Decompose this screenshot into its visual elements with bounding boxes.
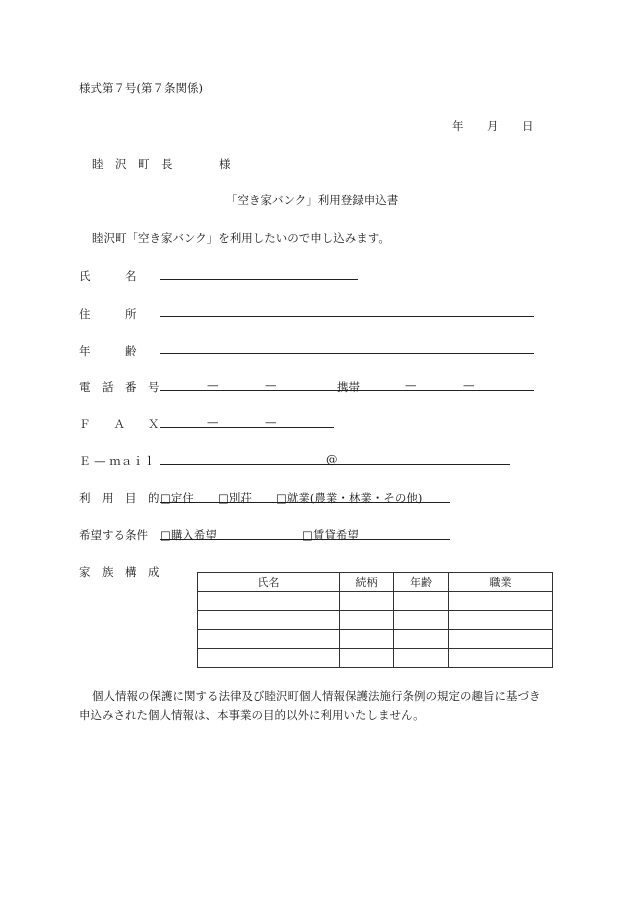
address-label: 住 所 (79, 307, 137, 321)
mobile-dash-1: — (405, 378, 417, 392)
family-cell[interactable] (449, 630, 553, 649)
family-label: 家 族 構 成 (79, 565, 160, 579)
condition-option-rent[interactable]: □賃貸希望 (302, 528, 359, 542)
intro-text: 睦沢町「空き家バンク」を利用したいので申し込みます。 (92, 231, 390, 245)
date-year: 年 (452, 119, 464, 133)
purpose-option-work[interactable]: □就業(農業・林業・その他) (276, 491, 423, 505)
family-cell[interactable] (340, 630, 394, 649)
family-cell[interactable] (394, 630, 449, 649)
age-label: 年 齢 (79, 344, 137, 358)
address-field[interactable] (160, 316, 534, 317)
name-label: 氏 名 (79, 269, 137, 283)
family-cell[interactable] (198, 630, 340, 649)
family-cell[interactable] (394, 611, 449, 630)
date-month: 月 (487, 119, 499, 133)
fax-label: Ｆ Ａ Ｘ (79, 417, 160, 431)
family-header-relation: 続柄 (340, 573, 394, 592)
email-at-sign: @ (326, 452, 338, 466)
phone-label: 電 話 番 号 (79, 380, 160, 394)
age-field[interactable] (160, 353, 534, 354)
family-cell[interactable] (340, 592, 394, 611)
fax-dash-1: — (207, 415, 219, 429)
mobile-dash-2: — (463, 378, 475, 392)
addressee-honorific: 様 (219, 157, 231, 171)
table-row (198, 592, 553, 611)
date-day: 日 (522, 119, 534, 133)
family-cell[interactable] (449, 592, 553, 611)
privacy-notice-line-1: 個人情報の保護に関する法律及び睦沢町個人情報保護法施行条例の規定の趣旨に基づき (92, 689, 541, 703)
family-cell[interactable] (449, 649, 553, 668)
mobile-label: 携帯 (337, 380, 360, 394)
condition-option-purchase[interactable]: □購入希望 (160, 528, 217, 542)
name-field[interactable] (160, 279, 358, 280)
family-cell[interactable] (198, 592, 340, 611)
family-cell[interactable] (198, 611, 340, 630)
document-title: 「空き家バンク」利用登録申込書 (226, 193, 399, 207)
purpose-option-residence[interactable]: □定住 (160, 491, 194, 505)
fax-field[interactable] (160, 427, 334, 428)
family-cell[interactable] (449, 611, 553, 630)
addressee-town: 睦 沢 町 長 (92, 157, 173, 171)
family-header-age: 年齢 (394, 573, 449, 592)
purpose-option-villa[interactable]: □別荘 (218, 491, 252, 505)
email-label: Ｅ — ｍａｉｌ (79, 454, 156, 468)
family-cell[interactable] (340, 611, 394, 630)
form-number: 様式第７号(第７条関係) (79, 81, 203, 95)
condition-label: 希望する条件 (79, 528, 148, 542)
family-cell[interactable] (394, 592, 449, 611)
family-cell[interactable] (198, 649, 340, 668)
family-header-occupation: 職業 (449, 573, 553, 592)
family-table (197, 572, 553, 668)
table-row (198, 630, 553, 649)
table-row (198, 649, 553, 668)
fax-dash-2: — (265, 415, 277, 429)
purpose-label: 利 用 目 的 (79, 491, 160, 505)
family-cell[interactable] (340, 649, 394, 668)
phone-dash-1: — (207, 378, 219, 392)
privacy-notice-line-2: 申込みされた個人情報は、本事業の目的以外に利用いたしません。 (79, 708, 425, 722)
family-cell[interactable] (394, 649, 449, 668)
family-header-name: 氏名 (198, 573, 340, 592)
phone-dash-2: — (265, 378, 277, 392)
table-row (198, 611, 553, 630)
